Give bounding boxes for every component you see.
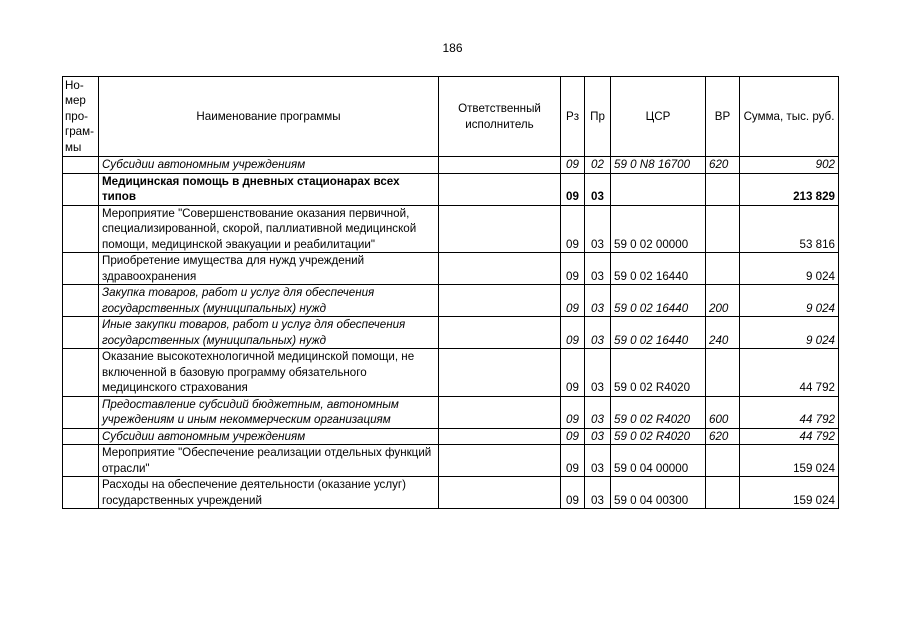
cell-vr: 600	[706, 396, 740, 428]
cell-rz: 09	[561, 349, 585, 397]
cell-executor	[439, 205, 561, 253]
cell-program-number	[63, 445, 99, 477]
cell-csr: 59 0 02 R4020	[611, 428, 706, 445]
cell-rz: 09	[561, 157, 585, 174]
table-body	[63, 157, 839, 509]
cell-sum: 44 792	[740, 428, 839, 445]
cell-program-number	[63, 157, 99, 174]
header-executor: Ответственный исполнитель	[439, 77, 561, 157]
table-row	[63, 173, 839, 205]
cell-pr: 03	[585, 285, 611, 317]
table-row	[63, 445, 839, 477]
header-pr: Пр	[585, 77, 611, 157]
cell-rz: 09	[561, 445, 585, 477]
cell-executor	[439, 349, 561, 397]
cell-vr: 200	[706, 285, 740, 317]
cell-program-name: Субсидии автономным учреждениям	[99, 428, 439, 445]
cell-executor	[439, 253, 561, 285]
cell-program-name: Мероприятие "Совершенствование оказания первичной, специализированной, скорой, паллиативной медицинской помощи, медицинской эвакуации и реабилитации"	[99, 205, 439, 253]
cell-program-number	[63, 396, 99, 428]
table-row	[63, 253, 839, 285]
cell-csr: 59 0 N8 16700	[611, 157, 706, 174]
cell-sum: 9 024	[740, 317, 839, 349]
cell-pr: 03	[585, 477, 611, 509]
cell-executor	[439, 477, 561, 509]
cell-pr: 03	[585, 173, 611, 205]
cell-program-name: Медицинская помощь в дневных стационарах всех типов	[99, 173, 439, 205]
cell-executor	[439, 285, 561, 317]
cell-csr: 59 0 02 00000	[611, 205, 706, 253]
cell-executor	[439, 428, 561, 445]
cell-program-number	[63, 285, 99, 317]
cell-vr	[706, 173, 740, 205]
cell-vr: 620	[706, 157, 740, 174]
cell-csr: 59 0 04 00300	[611, 477, 706, 509]
cell-executor	[439, 157, 561, 174]
cell-csr: 59 0 02 16440	[611, 253, 706, 285]
cell-pr: 03	[585, 317, 611, 349]
cell-sum: 159 024	[740, 477, 839, 509]
cell-rz: 09	[561, 285, 585, 317]
cell-sum: 159 024	[740, 445, 839, 477]
cell-vr: 620	[706, 428, 740, 445]
cell-program-number	[63, 317, 99, 349]
cell-vr	[706, 445, 740, 477]
cell-program-name: Мероприятие "Обеспечение реализации отдельных функций отрасли"	[99, 445, 439, 477]
cell-sum: 44 792	[740, 396, 839, 428]
header-csr: ЦСР	[611, 77, 706, 157]
cell-pr: 03	[585, 349, 611, 397]
cell-csr	[611, 173, 706, 205]
cell-vr	[706, 477, 740, 509]
cell-sum: 9 024	[740, 285, 839, 317]
header-program-number	[63, 77, 99, 157]
cell-csr: 59 0 02 R4020	[611, 396, 706, 428]
cell-pr: 03	[585, 445, 611, 477]
cell-vr	[706, 205, 740, 253]
table-row	[63, 285, 839, 317]
header-program-name: Наименование программы	[99, 77, 439, 157]
cell-executor	[439, 445, 561, 477]
cell-rz: 09	[561, 428, 585, 445]
cell-rz: 09	[561, 205, 585, 253]
header-program-number-label: Но- мер про- грам- мы	[65, 78, 94, 154]
cell-program-number	[63, 173, 99, 205]
cell-pr: 03	[585, 428, 611, 445]
cell-program-number	[63, 349, 99, 397]
header-sum: Сумма, тыс. руб.	[740, 77, 839, 157]
cell-sum: 53 816	[740, 205, 839, 253]
cell-rz: 09	[561, 396, 585, 428]
table-row	[63, 317, 839, 349]
header-rz: Рз	[561, 77, 585, 157]
cell-executor	[439, 173, 561, 205]
cell-vr	[706, 349, 740, 397]
cell-rz: 09	[561, 173, 585, 205]
cell-rz: 09	[561, 317, 585, 349]
cell-sum: 902	[740, 157, 839, 174]
cell-csr: 59 0 04 00000	[611, 445, 706, 477]
cell-pr: 03	[585, 253, 611, 285]
table-row	[63, 396, 839, 428]
table-row	[63, 349, 839, 397]
cell-sum: 213 829	[740, 173, 839, 205]
cell-vr: 240	[706, 317, 740, 349]
cell-executor	[439, 396, 561, 428]
cell-executor	[439, 317, 561, 349]
cell-pr: 03	[585, 396, 611, 428]
cell-csr: 59 0 02 R4020	[611, 349, 706, 397]
cell-program-number	[63, 428, 99, 445]
cell-program-name: Иные закупки товаров, работ и услуг для обеспечения государственных (муниципальных) нужд	[99, 317, 439, 349]
cell-csr: 59 0 02 16440	[611, 317, 706, 349]
table-row	[63, 205, 839, 253]
table-row	[63, 477, 839, 509]
cell-rz: 09	[561, 477, 585, 509]
cell-program-name: Приобретение имущества для нужд учреждений здравоохранения	[99, 253, 439, 285]
cell-program-name: Закупка товаров, работ и услуг для обеспечения государственных (муниципальных) нужд	[99, 285, 439, 317]
budget-programs-table	[62, 76, 839, 509]
cell-program-name: Расходы на обеспечение деятельности (оказание услуг) государственных учреждений	[99, 477, 439, 509]
header-row	[63, 77, 839, 157]
cell-csr: 59 0 02 16440	[611, 285, 706, 317]
cell-program-number	[63, 253, 99, 285]
cell-program-number	[63, 477, 99, 509]
cell-sum: 9 024	[740, 253, 839, 285]
header-vr: ВР	[706, 77, 740, 157]
cell-program-name: Предоставление субсидий бюджетным, автономным учреждениям и иным некоммерческим организациям	[99, 396, 439, 428]
cell-program-number	[63, 205, 99, 253]
cell-sum: 44 792	[740, 349, 839, 397]
table-row	[63, 157, 839, 174]
cell-program-name: Субсидии автономным учреждениям	[99, 157, 439, 174]
cell-pr: 02	[585, 157, 611, 174]
cell-vr	[706, 253, 740, 285]
cell-program-name: Оказание высокотехнологичной медицинской помощи, не включенной в базовую программу обязательного медицинского страхования	[99, 349, 439, 397]
table-row	[63, 428, 839, 445]
cell-rz: 09	[561, 253, 585, 285]
page-number: 186	[442, 41, 463, 55]
cell-pr: 03	[585, 205, 611, 253]
